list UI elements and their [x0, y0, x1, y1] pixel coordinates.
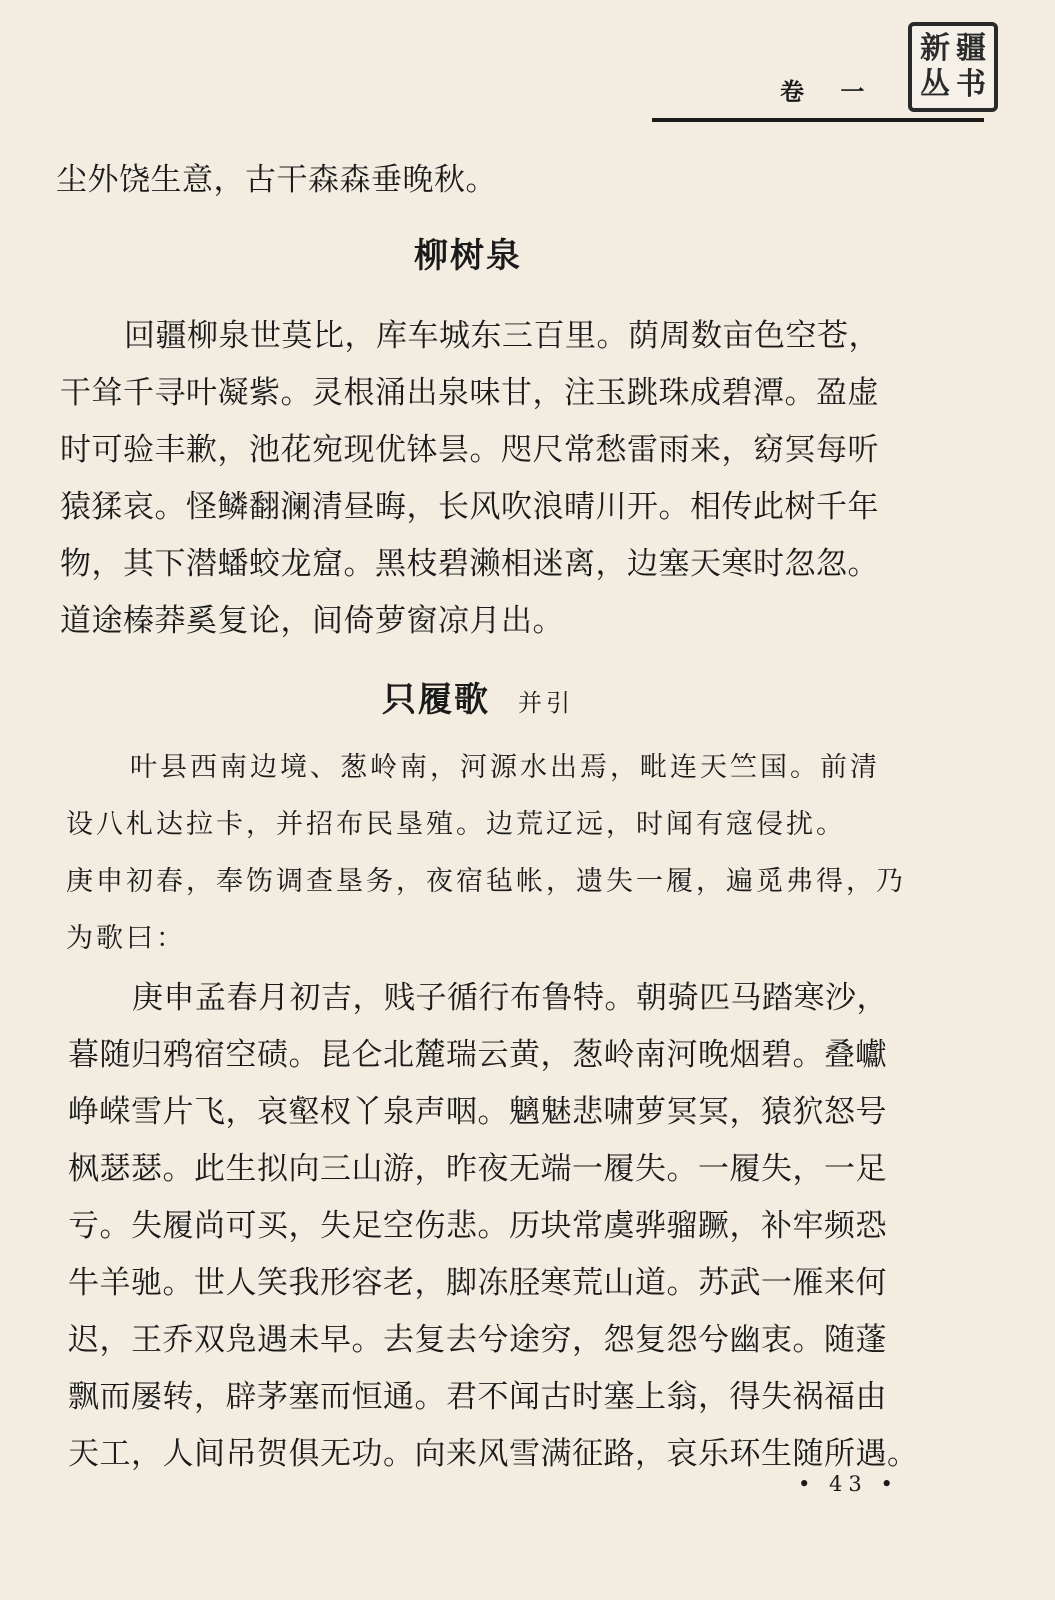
- header-rule: [652, 118, 984, 122]
- preface-line: 为歌曰：: [66, 923, 186, 954]
- poem-title: [382, 680, 574, 723]
- text-line: 道途榛莽奚复论，间倚萝窗凉月出。: [60, 603, 564, 639]
- text-line: 猿猱哀。怪鳞翻澜清昼晦，长风吹浪晴川开。相传此树千年: [60, 489, 879, 525]
- text-line: 时可验丰歉，池花宛现优钵昙。咫尺常愁雷雨来，窈冥每听: [60, 432, 879, 468]
- text-line: 物，其下潜蟠蛟龙窟。黑枝碧濑相迷离，边塞天寒时忽忽。: [60, 546, 879, 582]
- poem-title: 柳树泉: [414, 236, 522, 276]
- preface-line: 庚申初春，奉饬调查垦务，夜宿毡帐，遗失一履，遍觅弗得，乃: [66, 866, 906, 897]
- page-number: • 43 •: [798, 1472, 899, 1496]
- text-line: 枫瑟瑟。此生拟向三山游，昨夜无端一履失。一履失，一足: [68, 1151, 887, 1187]
- seal-char: 书: [956, 67, 986, 102]
- seal-char: 疆: [956, 31, 986, 66]
- seal-stamp: [908, 22, 998, 112]
- seal-char: 丛: [920, 67, 950, 102]
- text-line: 峥嵘雪片飞，哀壑杈丫泉声咽。魑魅悲啸萝冥冥，猿狖怒号: [68, 1094, 887, 1130]
- text-line: 亏。失履尚可买，失足空伤悲。历块常虞骅骝蹶，补牢频恐: [68, 1208, 887, 1244]
- seal-char: 新: [920, 31, 950, 66]
- preface-line: 叶县西南边境、葱岭南，河源水出焉，毗连天竺国。前清: [130, 752, 880, 783]
- text-line: 回疆柳泉世莫比，库车城东三百里。荫周数亩色空苍，: [124, 318, 880, 354]
- text-line: 尘外饶生意，古干森森垂晚秋。: [56, 162, 497, 198]
- text-line: 天工，人间吊贺俱无功。向来风雪满征路，哀乐环生随所遇。: [68, 1436, 919, 1472]
- text-line: 暮随归鸦宿空碛。昆仑北麓瑞云黄，葱岭南河晚烟碧。叠巘: [68, 1037, 887, 1073]
- poem-title-text: 只履歌: [382, 680, 490, 720]
- running-head: 卷 一: [780, 78, 879, 106]
- text-line: 庚申孟春月初吉，贱子循行布鲁特。朝骑匹马踏寒沙，: [132, 980, 888, 1016]
- text-line: 飘而屡转，辟茅塞而恒通。君不闻古时塞上翁，得失祸福由: [68, 1379, 887, 1415]
- text-line: 迟，王乔双凫遇未早。去复去兮途穷，怨复怨兮幽衷。随蓬: [68, 1322, 887, 1358]
- poem-subtitle: 并引: [518, 689, 574, 717]
- preface-line: 设八札达拉卡，并招布民垦殖。边荒辽远，时闻有寇侵扰。: [66, 809, 846, 840]
- text-line: 干耸千寻叶凝紫。灵根涌出泉味甘，注玉跳珠成碧潭。盈虚: [60, 375, 879, 411]
- text-line: 牛羊驰。世人笑我形容老，脚冻胫寒荒山道。苏武一雁来何: [68, 1265, 887, 1301]
